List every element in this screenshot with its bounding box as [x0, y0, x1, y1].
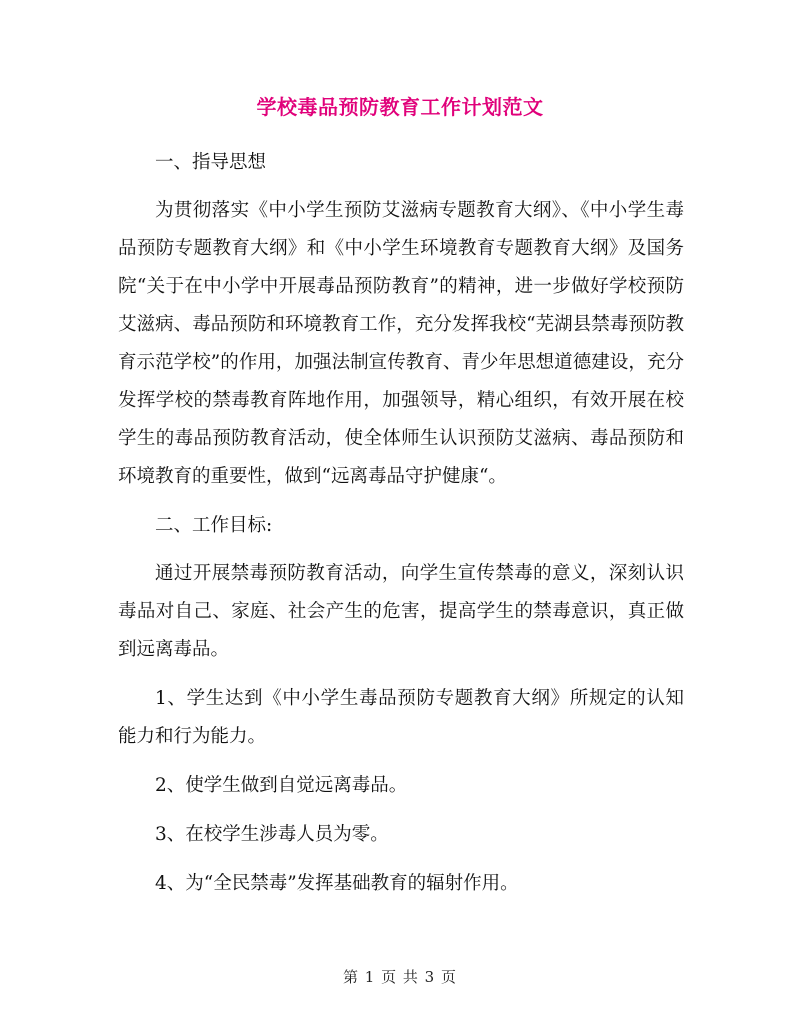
paragraph-work-goals: 通过开展禁毒预防教育活动，向学生宣传禁毒的意义，深刻认识毒品对自己、家庭、社会产生的危害，提高学生的禁毒意识，真正做到远离毒品。 — [118, 563, 684, 660]
goal-item-1: 1、学生达到《中小学生毒品预防专题教育大纲》所规定的认知能力和行为能力。 — [118, 688, 684, 747]
document-body — [118, 144, 684, 914]
goal-item-2: 2、使学生做到自觉远离毒品。 — [155, 775, 408, 796]
section-heading-guiding-ideology: 一、指导思想 — [155, 152, 267, 173]
document-title: 学校毒品预防教育工作计划范文 — [256, 95, 544, 119]
section-heading-work-goals: 二、工作目标: — [155, 515, 273, 536]
goal-item-4: 4、为“全民禁毒”发挥基础教育的辐射作用。 — [155, 873, 519, 894]
goal-item-3: 3、在校学生涉毒人员为零。 — [155, 824, 389, 845]
paragraph-guiding-ideology: 为贯彻落实《中小学生预防艾滋病专题教育大纲》、《中小学生毒品预防专题教育大纲》和《中小学生环境教育专题教育大纲》及国务院“关于在中小学中开展毒品预防教育”的精神，进一步做好学校预防艾滋病、毒品预防和环境教育工作，充分发挥我校“芜湖县禁毒预防教育示范学校”的作用，加强法制宣传教育、青少年思想道德建设，充分发挥学校的禁毒教育阵地作用，加强领导，精心组织，有效开展在校学生的毒品预防教育活动，使全体师生认识预防艾滋病、毒品预防和环境教育的重要性，做到“远离毒品守护健康“。 — [118, 200, 684, 487]
page-number-footer: 第 1 页 共 3 页 — [343, 968, 457, 986]
